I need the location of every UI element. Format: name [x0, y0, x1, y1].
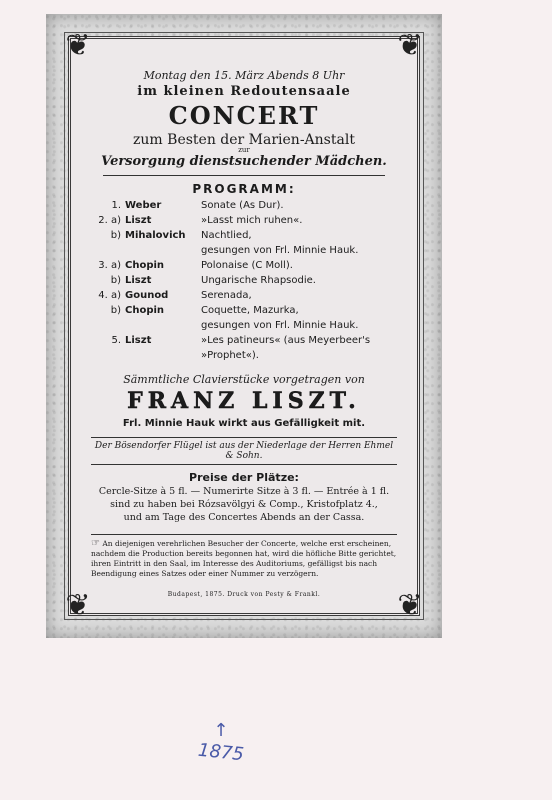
program-work: »Lasst mich ruhen«. [201, 215, 303, 226]
program-number: b) [110, 275, 121, 286]
program-number: b) [110, 230, 121, 241]
program-number [89, 318, 123, 333]
program-number: 2. a) [98, 215, 121, 226]
up-arrow-icon: ↑ [213, 720, 229, 741]
program-composer: Liszt [125, 275, 152, 286]
program-row [89, 258, 383, 273]
prices-line-3: und am Tage des Concertes Abends an der Cassa. [123, 512, 365, 523]
program-number [89, 348, 123, 363]
program-heading: PROGRAMM: [192, 182, 296, 196]
program-row [89, 333, 383, 348]
guest-line: Frl. Minnie Hauk wirkt aus Gefälligkeit mit. [122, 418, 366, 429]
ornament-bottom-left-icon: ❦ [65, 588, 91, 623]
program-composer: Mihalovich [125, 230, 186, 241]
program-work: »Prophet«). [201, 350, 259, 361]
program-row [89, 273, 383, 288]
handwritten-annotation [197, 720, 245, 766]
program-composer: Liszt [125, 215, 152, 226]
performer-name: FRANZ LISZT. [127, 388, 361, 414]
prices-line-1: Cercle-Sitze à 5 fl. — Numerirte Sitze à 3 fl. — Entrée à 1 fl. [98, 486, 390, 497]
program-number: 1. [111, 200, 121, 211]
poster-title: CONCERT [168, 101, 320, 130]
program-number: b) [110, 305, 121, 316]
program-work: »Les patineurs« (aus Meyerbeer's [201, 335, 371, 346]
program-composer: Chopin [125, 260, 165, 271]
program-work: Sonate (As Dur). [201, 200, 284, 211]
program-row [89, 348, 383, 363]
program-table [89, 198, 383, 363]
program-row [89, 198, 383, 213]
pointing-hand-icon: ☞ [91, 538, 100, 549]
prices-block [85, 485, 403, 524]
poster-frame [65, 28, 423, 623]
zur-word: zur [238, 146, 250, 154]
notice-text: An diejenigen verehrlichen Besucher der Concerte, welche erst erscheinen, nachdem die Production bereits begonnen hat, wird die höfliche Bitte gerichtet, ihren Eintritt in den Saal, im Interesse des Auditoriums, gefälligst bis nach Beendigung eines Satzes oder einer Nummer zu verzögern. [91, 539, 397, 578]
program-number [89, 243, 123, 258]
date-line: Montag den 15. März Abends 8 Uhr [143, 69, 345, 82]
program-composer [123, 243, 199, 258]
program-work: Ungarische Rhapsodie. [201, 275, 316, 286]
program-composer: Chopin [125, 305, 165, 316]
program-composer [123, 318, 199, 333]
performed-by-line: Sämmtliche Clavierstücke vorgetragen von [123, 373, 365, 386]
program-work: Serenada, [201, 290, 252, 301]
program-row [89, 288, 383, 303]
ornament-top-left-icon: ❦ [65, 28, 91, 63]
program-work: Coquette, Mazurka, [201, 305, 299, 316]
ornament-bottom-right-icon: ❦ [397, 588, 423, 623]
prices-line-2: sind zu haben bei Rózsavölgyi & Comp., Kristofplatz 4., [110, 499, 378, 510]
program-work: Polonaise (C Moll). [201, 260, 293, 271]
program-number: 4. a) [98, 290, 121, 301]
program-work: gesungen von Frl. Minnie Hauk. [201, 245, 359, 256]
program-work: Nachtlied, [201, 230, 252, 241]
program-work: gesungen von Frl. Minnie Hauk. [201, 320, 359, 331]
program-composer: Liszt [125, 335, 152, 346]
divider [103, 175, 385, 176]
poster-content [85, 69, 403, 598]
program-row [89, 228, 383, 243]
program-composer [123, 348, 199, 363]
program-number: 3. a) [98, 260, 121, 271]
program-row [89, 303, 383, 318]
poster-photocopy [46, 14, 442, 638]
program-row [89, 213, 383, 228]
purpose-line: Versorgung dienstsuchender Mädchen. [101, 154, 387, 169]
venue-line: im kleinen Redoutensaale [137, 84, 351, 99]
printer-imprint: Budapest, 1875. Druck von Pesty & Frankl. [167, 591, 321, 598]
program-composer: Weber [125, 200, 162, 211]
handwritten-year: 1875 [197, 739, 245, 766]
late-arrival-notice [91, 534, 397, 579]
program-number: 5. [111, 335, 121, 346]
piano-credit: Der Bösendorfer Flügel ist aus der Niederlage der Herren Ehmel & Sohn. [91, 437, 397, 465]
program-row [89, 318, 383, 333]
program-row [89, 243, 383, 258]
ornament-top-right-icon: ❦ [397, 28, 423, 63]
prices-heading: Preise der Plätze: [189, 471, 299, 484]
benefit-line: zum Besten der Marien-Anstalt [133, 132, 355, 148]
program-composer: Gounod [125, 290, 169, 301]
